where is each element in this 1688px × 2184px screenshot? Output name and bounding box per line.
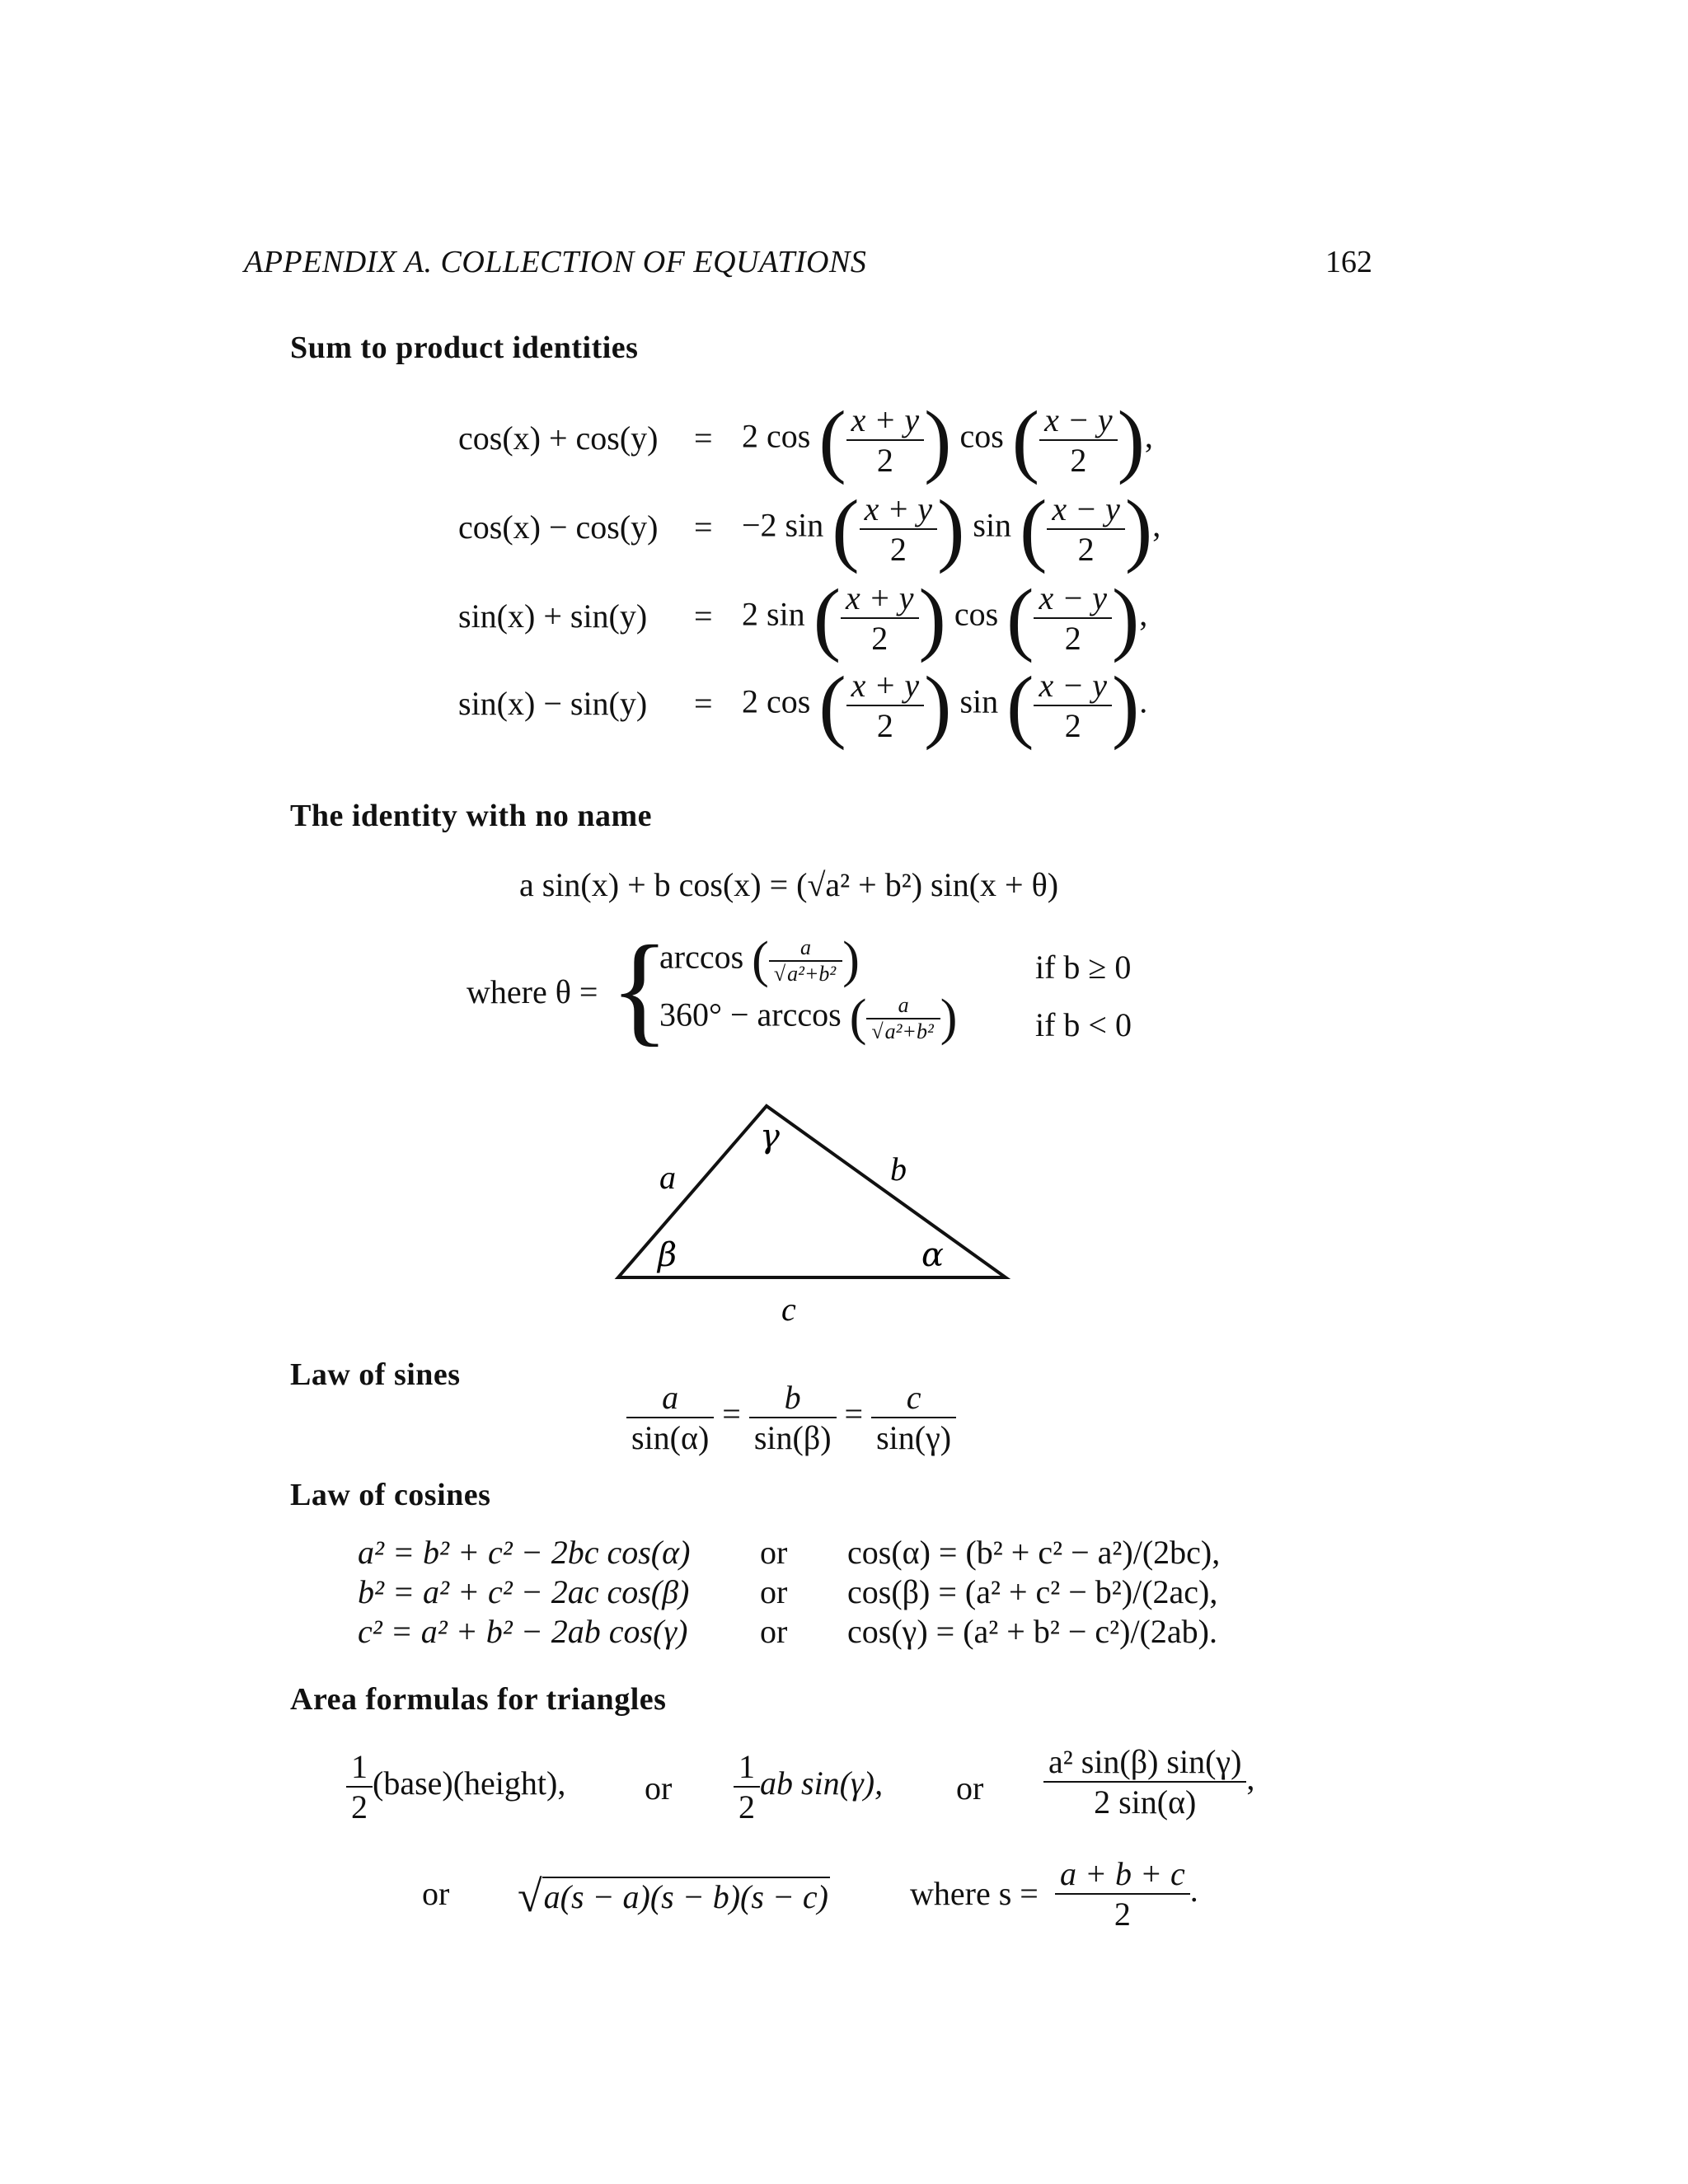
section-heading-law-of-cosines: Law of cosines xyxy=(290,1478,491,1512)
label-gamma: γ xyxy=(760,1118,780,1155)
identity-rhs: 2 cos ( $\frac{x + y}{2}$ ) cos ( $\frac{x - y}{2}$ ), xyxy=(742,394,1153,485)
cosine-law-left: a² = b² + c² − 2bc cos(α) xyxy=(358,1534,691,1571)
identity-no-name-equation: a sin(x) + b cos(x) = (√a² + b²) sin(x + θ) xyxy=(519,866,1059,903)
identity-rhs: 2 sin ( $\frac{x + y}{2}$ ) cos ( $\frac{x - y}{2}$ ), xyxy=(742,572,1148,663)
cosine-law-or: or xyxy=(760,1573,788,1610)
area-half-ab-sin: $\frac{1}{2}$ ab sin(γ), xyxy=(734,1747,883,1826)
area-heron: √a(s − a)(s − b)(s − c) xyxy=(518,1872,828,1921)
section-heading-sum-to-product: Sum to product identities xyxy=(290,330,639,365)
area-sine-ratio: $\frac{\text{a² sin(β) sin(γ)}}{2 \sin(\alpha)}$ , xyxy=(1043,1742,1254,1821)
condition-b-nonnegative: if b ≥ 0 xyxy=(1035,949,1132,986)
case-arccos: arccos ( $\frac{a}{\text{√a²+b²}}$ ) xyxy=(659,932,860,988)
label-alpha: α xyxy=(921,1236,945,1274)
label-b: b xyxy=(890,1151,907,1188)
equals-sign: = xyxy=(694,685,713,722)
page-number: 162 xyxy=(1325,245,1372,279)
equals-sign: = xyxy=(694,598,713,635)
cosine-law-left: b² = a² + c² − 2ac cos(β) xyxy=(358,1573,690,1610)
identity-rhs: −2 sin ( $\frac{x + y}{2}$ ) sin ( $\frac{x - y}{2}$ ), xyxy=(742,483,1161,574)
cosine-law-left: c² = a² + b² − 2ab cos(γ) xyxy=(358,1613,688,1650)
section-heading-area-formulas: Area formulas for triangles xyxy=(290,1682,667,1717)
cosine-law-right: cos(γ) = (a² + b² − c²)/(2ab). xyxy=(847,1613,1217,1650)
cosine-law-right: cos(β) = (a² + c² − b²)/(2ac), xyxy=(847,1573,1218,1610)
area-or-3: or xyxy=(422,1875,450,1912)
cosine-law-right: cos(α) = (b² + c² − a²)/(2bc), xyxy=(847,1534,1221,1571)
where-theta-label: where θ = xyxy=(467,973,598,1010)
label-beta: β xyxy=(658,1236,678,1274)
running-title: APPENDIX A. COLLECTION OF EQUATIONS xyxy=(244,245,867,279)
area-half-base-height: $\frac{1}{2}$ (base)(height), xyxy=(346,1747,565,1826)
section-heading-identity-no-name: The identity with no name xyxy=(290,799,652,833)
label-a: a xyxy=(659,1159,676,1196)
identity-lhs: sin(x) − sin(y) xyxy=(458,685,648,722)
condition-b-negative: if b < 0 xyxy=(1035,1006,1132,1043)
identity-lhs: cos(x) − cos(y) xyxy=(458,509,659,546)
label-c: c xyxy=(781,1291,796,1328)
left-brace: { xyxy=(610,921,669,1057)
identity-rhs: 2 cos ( $\frac{x + y}{2}$ ) sin ( $\frac{x - y}{2}$ ). xyxy=(742,659,1148,751)
area-s-fraction: $\frac{a + b + c}{2}$ . xyxy=(1055,1854,1198,1933)
area-or-2: or xyxy=(956,1769,984,1807)
identity-lhs: sin(x) + sin(y) xyxy=(458,598,648,635)
case2-fraction: $\frac{a}{\text{√a²+b²}}$ xyxy=(866,993,940,1044)
law-of-sines-equation: $\frac{a}{\sin(\alpha)}$ = $\frac{b}{\sin(\beta)}$ = $\frac{c}{\sin(\gamma)}$ xyxy=(626,1378,956,1457)
case1-fraction: $\frac{a}{\text{√a²+b²}}$ xyxy=(769,935,842,987)
triangle-diagram xyxy=(577,1088,1039,1335)
equals-sign: = xyxy=(694,509,713,546)
area-where-s: where s = xyxy=(910,1875,1039,1912)
equals-sign: = xyxy=(694,419,713,457)
cosine-law-or: or xyxy=(760,1613,788,1650)
case-360-arccos: 360° − arccos ( $\frac{a}{\text{√a²+b²}}$ ) xyxy=(659,990,958,1046)
section-heading-law-of-sines: Law of sines xyxy=(290,1357,461,1392)
identity-lhs: cos(x) + cos(y) xyxy=(458,419,659,457)
area-or-1: or xyxy=(645,1769,673,1807)
cosine-law-or: or xyxy=(760,1534,788,1571)
